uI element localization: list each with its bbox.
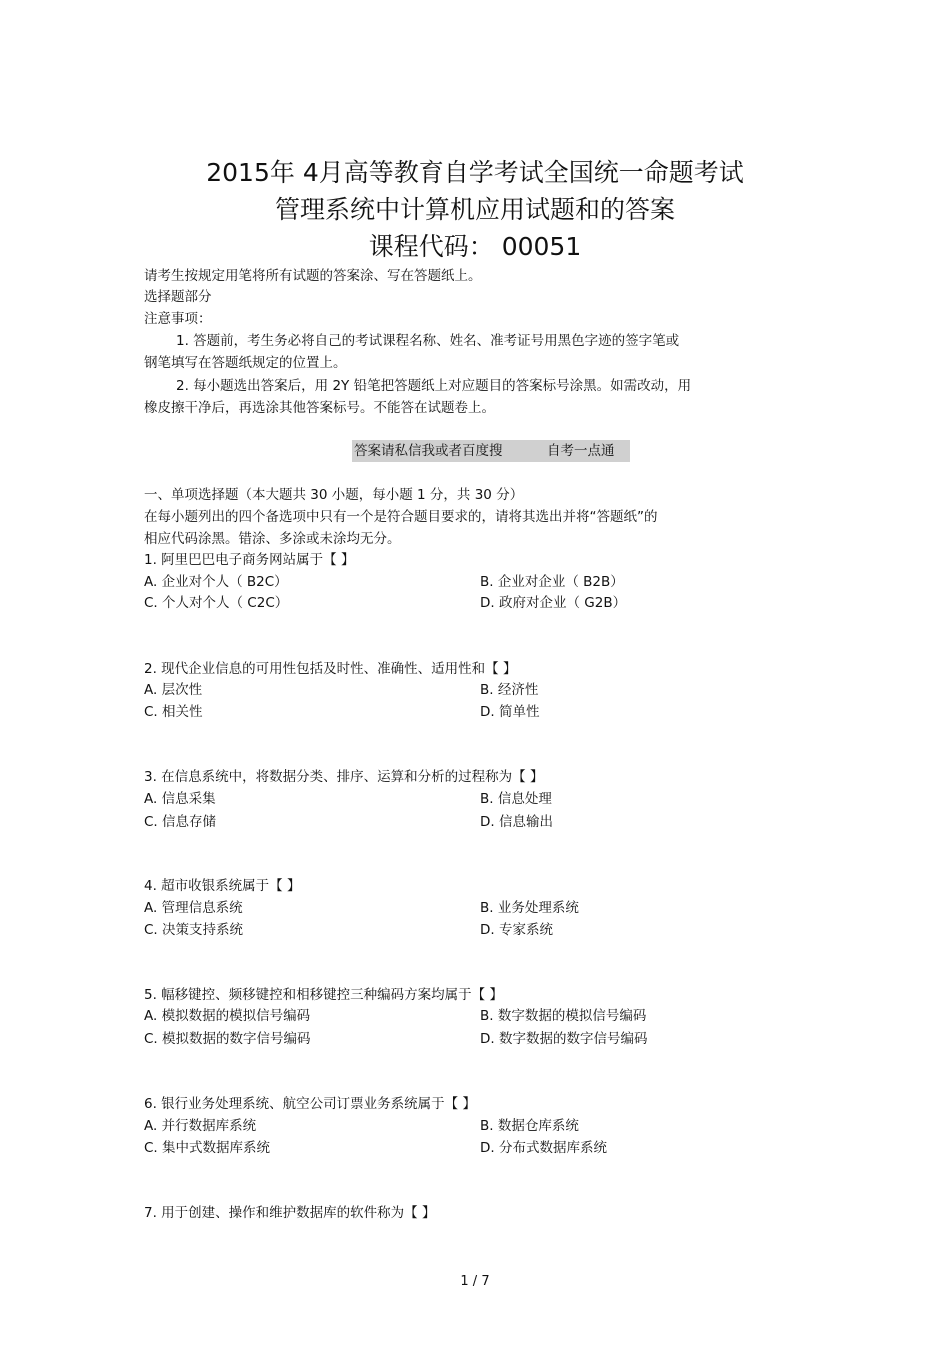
notice-item-2-cont: 橡皮擦干净后，再选涂其他答案标号。不能答在试题卷上。 bbox=[144, 400, 495, 416]
option-b: B. 经济性 bbox=[480, 682, 539, 698]
notice-item-2: 2. 每小题选出答案后，用 2Y 铅笔把答题纸上对应题目的答案标号涂黑。如需改动，用 bbox=[176, 378, 692, 394]
answer-banner bbox=[352, 440, 630, 462]
option-a: A. 模拟数据的模拟信号编码 bbox=[144, 1008, 311, 1024]
option-c: C. 集中式数据库系统 bbox=[144, 1140, 271, 1156]
option-a: A. 层次性 bbox=[144, 682, 203, 698]
page-number: 1 / 7 bbox=[460, 1274, 490, 1289]
option-d: D. 政府对企业（ G2B） bbox=[480, 595, 627, 611]
option-d: D. 专家系统 bbox=[480, 922, 553, 938]
option-b: B. 数据仓库系统 bbox=[480, 1118, 579, 1134]
exam-subtitle: 管理系统中计算机应用试题和的答案 bbox=[274, 195, 675, 224]
option-d: D. 分布式数据库系统 bbox=[480, 1140, 607, 1156]
exam-title: 2015年 4月高等教育自学考试全国统一命题考试 bbox=[206, 158, 744, 187]
notice-item-1: 1. 答题前，考生务必将自己的考试课程名称、姓名、准考证号用黑色字迹的签字笔或 bbox=[176, 333, 680, 349]
intro-text: 请考生按规定用笔将所有试题的答案涂、写在答题纸上。 bbox=[144, 268, 482, 284]
banner-left-text: 答案请私信我或者百度搜 bbox=[354, 443, 503, 459]
option-a: A. 并行数据库系统 bbox=[144, 1118, 257, 1134]
option-b: B. 信息处理 bbox=[480, 791, 552, 807]
option-c: C. 个人对个人（ C2C） bbox=[144, 595, 289, 611]
part-description: 在每小题列出的四个备选项中只有一个是符合题目要求的，请将其选出并将“答题纸”的 bbox=[144, 509, 658, 525]
question-stem: 5. 幅移键控、频移键控和相移键控三种编码方案均属于【 】 bbox=[144, 987, 503, 1003]
question-stem: 4. 超市收银系统属于【 】 bbox=[144, 878, 301, 894]
option-c: C. 信息存储 bbox=[144, 814, 217, 830]
option-d: D. 简单性 bbox=[480, 704, 540, 720]
section-heading: 选择题部分 bbox=[144, 289, 212, 305]
option-c: C. 相关性 bbox=[144, 704, 203, 720]
question-stem: 2. 现代企业信息的可用性包括及时性、准确性、适用性和【 】 bbox=[144, 661, 517, 677]
option-a: A. 企业对个人（ B2C） bbox=[144, 574, 288, 590]
option-c: C. 模拟数据的数字信号编码 bbox=[144, 1031, 311, 1047]
question-stem: 3. 在信息系统中，将数据分类、排序、运算和分析的过程称为【 】 bbox=[144, 769, 544, 785]
question-stem: 7. 用于创建、操作和维护数据库的软件称为【 】 bbox=[144, 1205, 436, 1221]
course-code: 课程代码： 00051 bbox=[368, 232, 582, 261]
part-heading: 一、单项选择题（本大题共 30 小题，每小题 1 分，共 30 分） bbox=[144, 487, 524, 503]
option-d: D. 信息输出 bbox=[480, 814, 553, 830]
question-stem: 6. 银行业务处理系统、航空公司订票业务系统属于【 】 bbox=[144, 1096, 476, 1112]
option-b: B. 业务处理系统 bbox=[480, 900, 579, 916]
option-c: C. 决策支持系统 bbox=[144, 922, 244, 938]
option-d: D. 数字数据的数字信号编码 bbox=[480, 1031, 648, 1047]
option-a: A. 信息采集 bbox=[144, 791, 216, 807]
notice-heading: 注意事项： bbox=[144, 311, 212, 327]
part-description-cont: 相应代码涂黑。错涂、多涂或未涂均无分。 bbox=[144, 531, 401, 547]
option-b: B. 企业对企业（ B2B） bbox=[480, 574, 624, 590]
option-a: A. 管理信息系统 bbox=[144, 900, 243, 916]
option-b: B. 数字数据的模拟信号编码 bbox=[480, 1008, 647, 1024]
banner-right-text: 自考一点通 bbox=[547, 443, 615, 459]
notice-item-1-cont: 钢笔填写在答题纸规定的位置上。 bbox=[144, 355, 347, 371]
question-stem: 1. 阿里巴巴电子商务网站属于【 】 bbox=[144, 552, 355, 568]
